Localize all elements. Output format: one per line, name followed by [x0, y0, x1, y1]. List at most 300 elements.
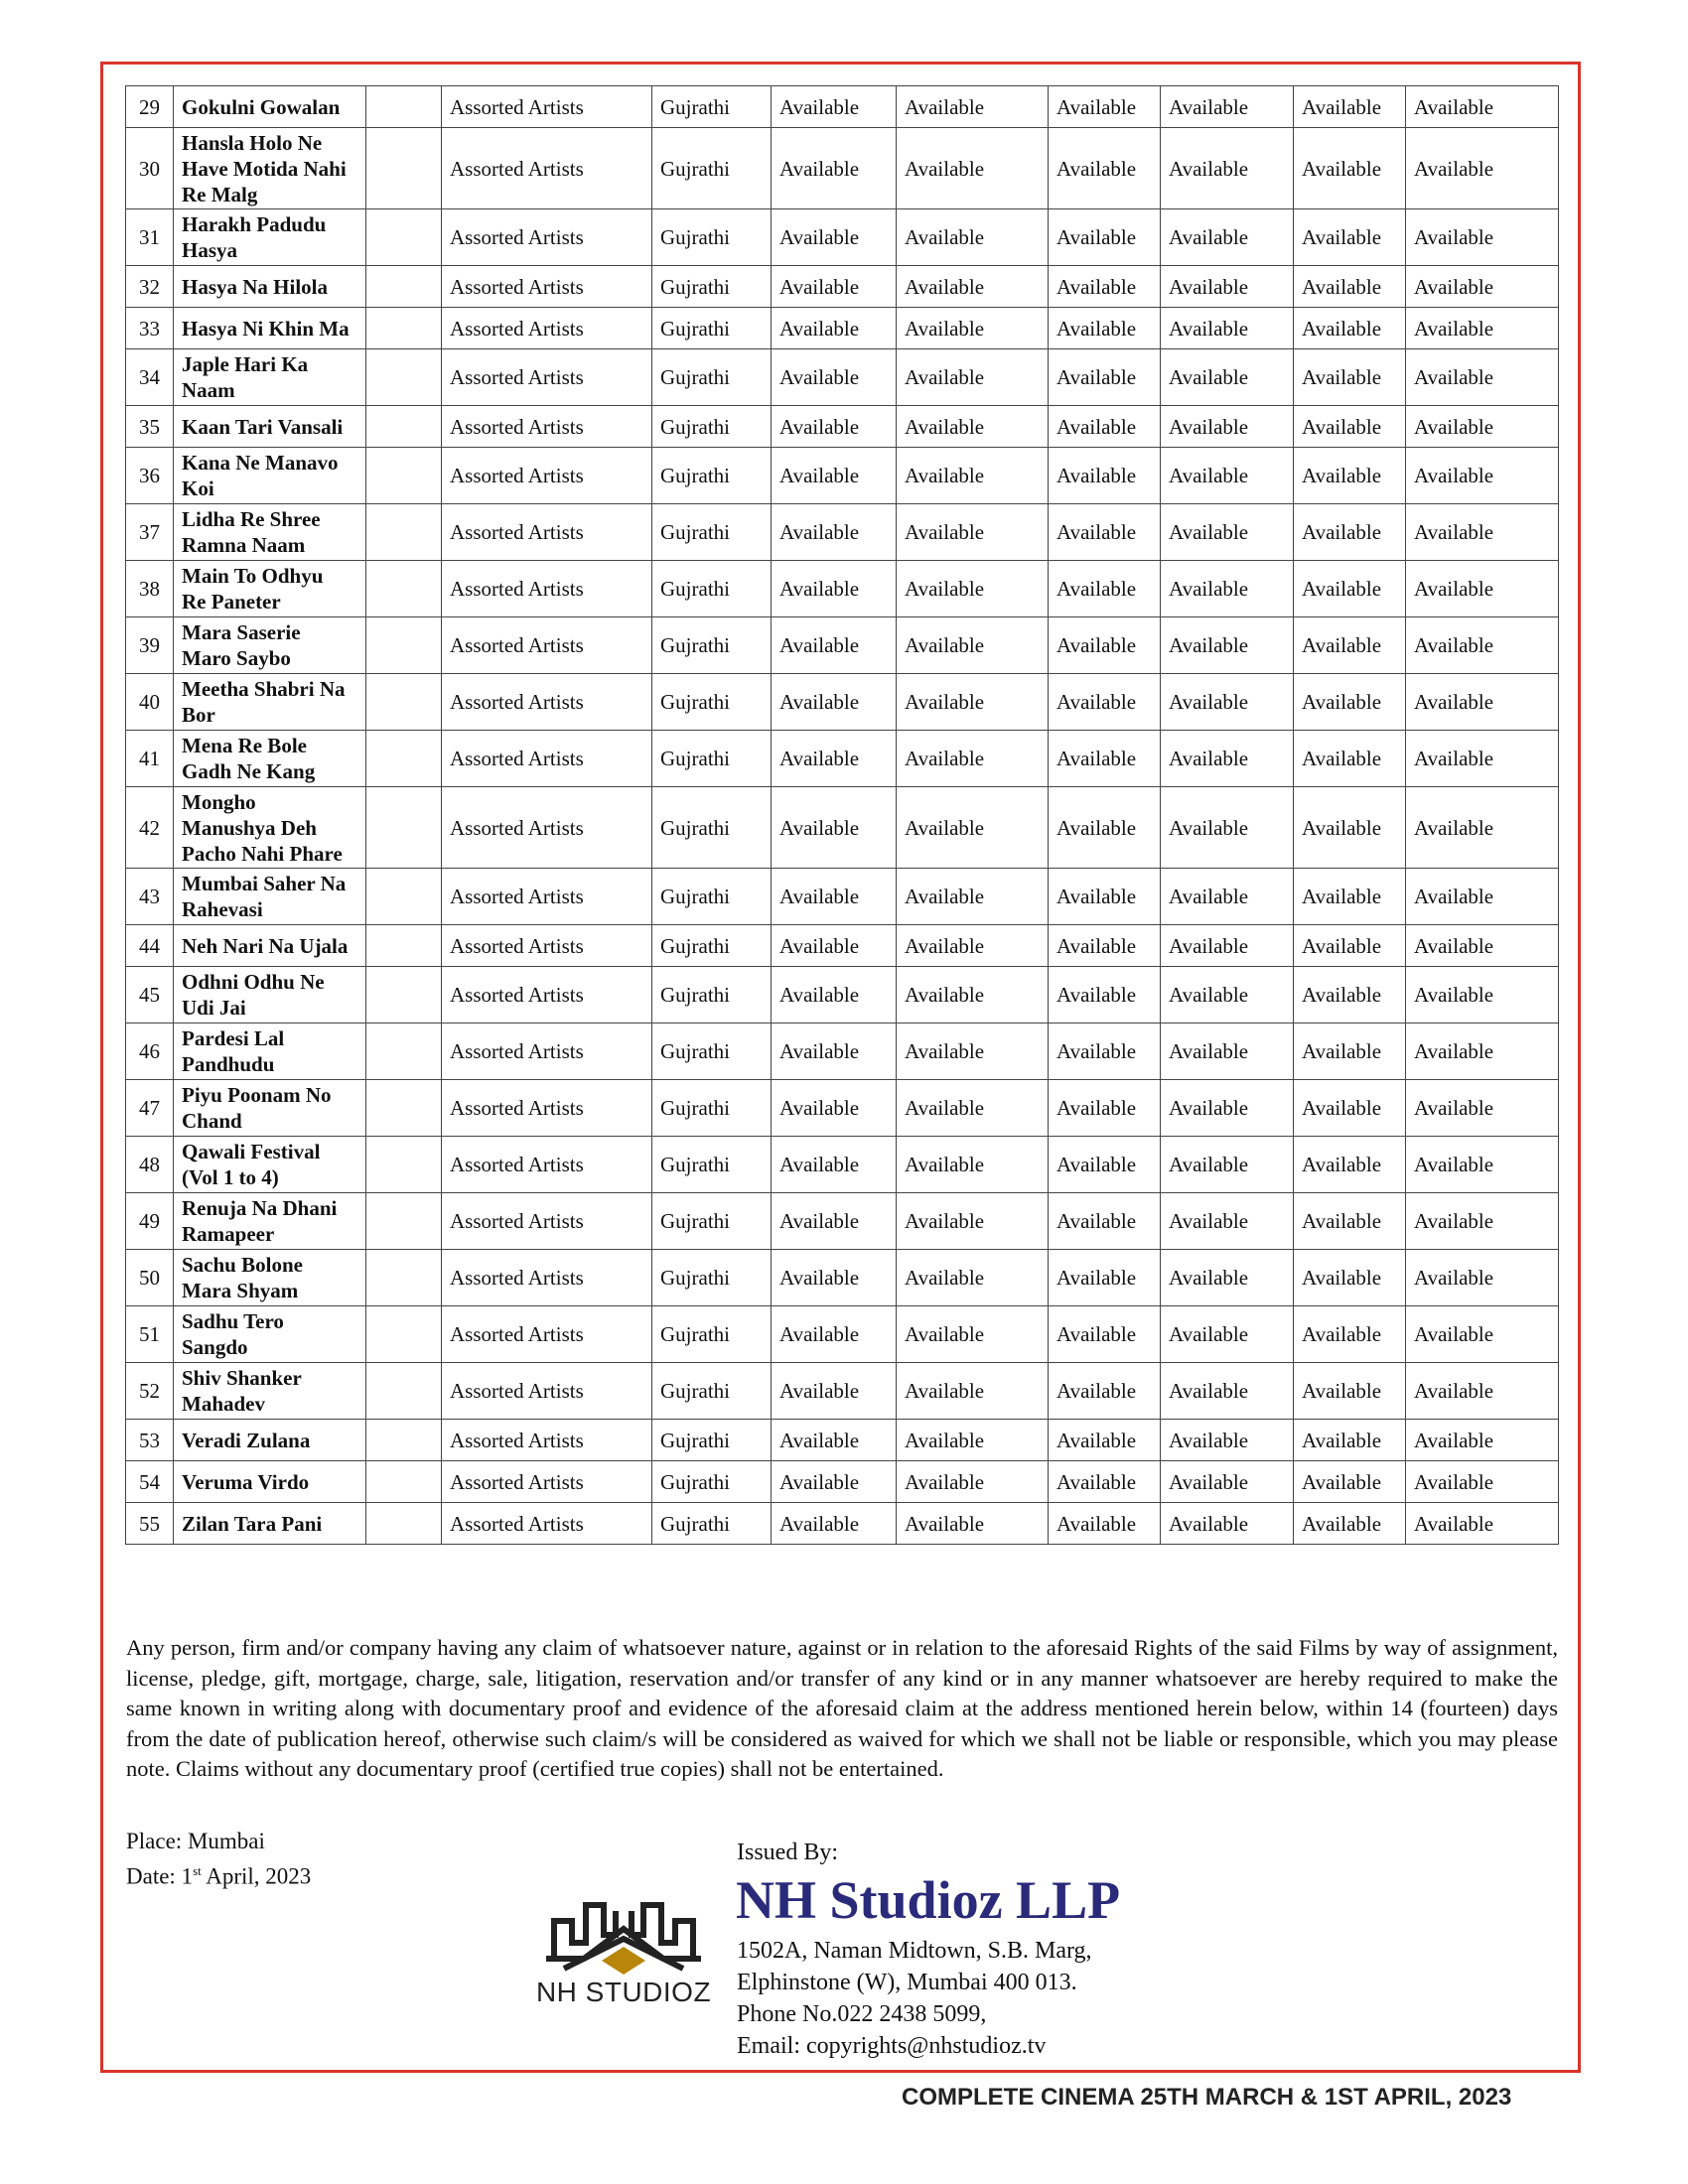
serial-number-cell: 40: [126, 674, 174, 731]
table-row: [126, 504, 1559, 561]
serial-number-cell: 42: [126, 787, 174, 869]
language-cell: Gujrathi: [652, 308, 772, 349]
artist-cell: Assorted Artists: [442, 869, 652, 925]
film-title-line: Sadhu Tero: [182, 1309, 284, 1333]
rights-availability-cell: Available: [1161, 1137, 1294, 1193]
film-title-cell: [174, 869, 366, 925]
rights-availability-cell: Available: [1049, 1024, 1161, 1080]
rights-availability-cell: Available: [1406, 787, 1559, 869]
serial-number-cell: 49: [126, 1193, 174, 1250]
film-title-line: Piyu Poonam No: [182, 1083, 332, 1107]
table-row: [126, 925, 1559, 967]
table-row: [126, 406, 1559, 448]
rights-availability-cell: Available: [772, 617, 897, 674]
film-title-line: Sangdo: [182, 1335, 248, 1359]
rights-availability-cell: Available: [1406, 209, 1559, 266]
artist-cell: Assorted Artists: [442, 561, 652, 617]
language-cell: Gujrathi: [652, 925, 772, 967]
rights-availability-cell: Available: [1049, 1306, 1161, 1363]
blank-cell: [366, 787, 442, 869]
rights-availability-cell: Available: [897, 674, 1049, 731]
rights-availability-cell: Available: [1294, 209, 1406, 266]
film-title-line: Ramna Naam: [182, 533, 306, 557]
serial-number-cell: 38: [126, 561, 174, 617]
artist-cell: Assorted Artists: [442, 967, 652, 1024]
film-title-line: Kana Ne Manavo: [182, 451, 339, 475]
language-cell: Gujrathi: [652, 561, 772, 617]
blank-cell: [366, 561, 442, 617]
table-row: [126, 349, 1559, 406]
artist-cell: Assorted Artists: [442, 128, 652, 209]
rights-availability-cell: Available: [1406, 617, 1559, 674]
rights-availability-cell: Available: [1049, 1461, 1161, 1503]
film-title-line: Sachu Bolone: [182, 1253, 303, 1277]
rights-availability-cell: Available: [897, 448, 1049, 504]
rights-availability-cell: Available: [1406, 1461, 1559, 1503]
rights-availability-cell: Available: [1161, 448, 1294, 504]
language-cell: Gujrathi: [652, 406, 772, 448]
rights-availability-cell: Available: [772, 308, 897, 349]
rights-availability-cell: Available: [772, 128, 897, 209]
film-title-line: Renuja Na Dhani: [182, 1196, 338, 1220]
rights-availability-cell: Available: [1294, 504, 1406, 561]
artist-cell: Assorted Artists: [442, 406, 652, 448]
rights-availability-cell: Available: [897, 266, 1049, 308]
email: Email: copyrights@nhstudioz.tv: [737, 2033, 1047, 2059]
film-title-line: Veruma Virdo: [182, 1469, 310, 1494]
rights-availability-cell: Available: [772, 406, 897, 448]
rights-availability-cell: Available: [772, 349, 897, 406]
rights-availability-cell: Available: [1406, 308, 1559, 349]
address-line: Elphinstone (W), Mumbai 400 013.: [737, 1970, 1077, 1995]
rights-availability-cell: Available: [897, 209, 1049, 266]
rights-availability-cell: Available: [1406, 406, 1559, 448]
table-row: [126, 1461, 1559, 1503]
film-title-line: Mara Saserie: [182, 620, 301, 644]
serial-number-cell: 34: [126, 349, 174, 406]
serial-number-cell: 46: [126, 1024, 174, 1080]
rights-availability-cell: Available: [897, 349, 1049, 406]
rights-availability-cell: Available: [1049, 731, 1161, 787]
serial-number-cell: 32: [126, 266, 174, 308]
film-title-cell: [174, 1024, 366, 1080]
rights-availability-cell: Available: [1294, 1306, 1406, 1363]
table-row: [126, 1503, 1559, 1545]
rights-availability-cell: Available: [772, 787, 897, 869]
rights-availability-cell: Available: [1161, 1306, 1294, 1363]
serial-number-cell: 47: [126, 1080, 174, 1137]
rights-availability-cell: Available: [1161, 1461, 1294, 1503]
language-cell: Gujrathi: [652, 869, 772, 925]
table-row: [126, 86, 1559, 128]
language-cell: Gujrathi: [652, 967, 772, 1024]
film-title-line: Pacho Nahi Phare: [182, 841, 343, 866]
artist-cell: Assorted Artists: [442, 1461, 652, 1503]
film-title-line: Rahevasi: [182, 897, 263, 921]
language-cell: Gujrathi: [652, 1024, 772, 1080]
rights-availability-cell: Available: [897, 128, 1049, 209]
blank-cell: [366, 266, 442, 308]
film-title-line: Pardesi Lal: [182, 1026, 285, 1050]
film-title-line: Qawali Festival: [182, 1140, 321, 1163]
table-row: [126, 209, 1559, 266]
rights-availability-cell: Available: [1406, 1080, 1559, 1137]
artist-cell: Assorted Artists: [442, 1080, 652, 1137]
rights-availability-cell: Available: [1049, 869, 1161, 925]
language-cell: Gujrathi: [652, 1363, 772, 1420]
serial-number-cell: 53: [126, 1420, 174, 1461]
artist-cell: Assorted Artists: [442, 1363, 652, 1420]
film-title-cell: [174, 617, 366, 674]
language-cell: Gujrathi: [652, 1080, 772, 1137]
film-title-cell: [174, 1461, 366, 1503]
serial-number-cell: 39: [126, 617, 174, 674]
rights-availability-cell: Available: [1049, 674, 1161, 731]
rights-availability-cell: Available: [772, 448, 897, 504]
rights-availability-cell: Available: [1049, 128, 1161, 209]
rights-availability-cell: Available: [1161, 1420, 1294, 1461]
blank-cell: [366, 406, 442, 448]
rights-availability-cell: Available: [1049, 1250, 1161, 1306]
rights-availability-cell: Available: [772, 1363, 897, 1420]
rights-availability-cell: Available: [772, 869, 897, 925]
rights-availability-cell: Available: [772, 1080, 897, 1137]
film-title-line: Gokulni Gowalan: [182, 94, 341, 119]
film-title-line: Have Motida Nahi: [182, 156, 347, 181]
language-cell: Gujrathi: [652, 674, 772, 731]
rights-availability-cell: Available: [897, 869, 1049, 925]
table-row: [126, 1306, 1559, 1363]
table-row: [126, 1080, 1559, 1137]
logo-diamond: [602, 1947, 645, 1975]
language-cell: Gujrathi: [652, 1250, 772, 1306]
serial-number-cell: 50: [126, 1250, 174, 1306]
address-line: 1502A, Naman Midtown, S.B. Marg,: [737, 1938, 1092, 1964]
place-date: [126, 1827, 311, 1892]
rights-availability-cell: Available: [1294, 1137, 1406, 1193]
rights-availability-cell: Available: [897, 308, 1049, 349]
blank-cell: [366, 1461, 442, 1503]
rights-availability-cell: Available: [1406, 731, 1559, 787]
film-title-line: Neh Nari Na Ujala: [182, 933, 349, 958]
film-title-cell: [174, 406, 366, 448]
table-row: [126, 869, 1559, 925]
rights-availability-cell: Available: [1049, 448, 1161, 504]
language-cell: Gujrathi: [652, 1306, 772, 1363]
serial-number-cell: 33: [126, 308, 174, 349]
blank-cell: [366, 504, 442, 561]
rights-availability-cell: Available: [897, 1024, 1049, 1080]
rights-availability-cell: Available: [1406, 1024, 1559, 1080]
film-title-line: Zilan Tara Pani: [182, 1511, 323, 1536]
artist-cell: Assorted Artists: [442, 1420, 652, 1461]
film-title-cell: [174, 128, 366, 209]
rights-availability-cell: Available: [1049, 349, 1161, 406]
film-title-line: Pandhudu: [182, 1052, 275, 1076]
rights-availability-cell: Available: [1161, 504, 1294, 561]
rights-availability-cell: Available: [772, 561, 897, 617]
rights-availability-cell: Available: [1406, 1503, 1559, 1545]
table-row: [126, 617, 1559, 674]
rights-availability-cell: Available: [772, 504, 897, 561]
rights-availability-cell: Available: [772, 1306, 897, 1363]
artist-cell: Assorted Artists: [442, 1193, 652, 1250]
rights-availability-cell: Available: [1161, 1250, 1294, 1306]
rights-availability-cell: Available: [1049, 1080, 1161, 1137]
artist-cell: Assorted Artists: [442, 209, 652, 266]
rights-availability-cell: Available: [1294, 925, 1406, 967]
film-title-line: Ramapeer: [182, 1222, 275, 1246]
artist-cell: Assorted Artists: [442, 674, 652, 731]
rights-availability-cell: Available: [1049, 209, 1161, 266]
language-cell: Gujrathi: [652, 1137, 772, 1193]
rights-availability-cell: Available: [1049, 925, 1161, 967]
rights-availability-cell: Available: [1161, 266, 1294, 308]
film-title-line: Re Malg: [182, 182, 258, 206]
blank-cell: [366, 674, 442, 731]
rights-availability-cell: Available: [772, 266, 897, 308]
blank-cell: [366, 1080, 442, 1137]
rights-availability-cell: Available: [1294, 1503, 1406, 1545]
film-title-line: Udi Jai: [182, 996, 246, 1020]
serial-number-cell: 54: [126, 1461, 174, 1503]
table-row: [126, 731, 1559, 787]
language-cell: Gujrathi: [652, 448, 772, 504]
artist-cell: Assorted Artists: [442, 349, 652, 406]
table-row: [126, 448, 1559, 504]
rights-availability-cell: Available: [1294, 1080, 1406, 1137]
serial-number-cell: 52: [126, 1363, 174, 1420]
rights-availability-cell: Available: [1049, 561, 1161, 617]
rights-availability-cell: Available: [1406, 86, 1559, 128]
rights-availability-cell: Available: [1049, 1503, 1161, 1545]
rights-availability-cell: Available: [1161, 561, 1294, 617]
rights-availability-cell: Available: [1294, 869, 1406, 925]
rights-availability-cell: Available: [1049, 1420, 1161, 1461]
rights-availability-cell: Available: [897, 1461, 1049, 1503]
artist-cell: Assorted Artists: [442, 617, 652, 674]
film-title-line: Mara Shyam: [182, 1279, 299, 1302]
rights-availability-cell: Available: [1049, 406, 1161, 448]
phone: Phone No.022 2438 5099,: [737, 2001, 987, 2027]
film-title-line: Chand: [182, 1109, 242, 1133]
film-title-line: Koi: [182, 477, 214, 500]
film-title-line: Harakh Padudu: [182, 212, 327, 236]
film-title-cell: [174, 787, 366, 869]
table-row: [126, 1363, 1559, 1420]
artist-cell: Assorted Artists: [442, 266, 652, 308]
film-title-cell: [174, 209, 366, 266]
rights-availability-cell: Available: [1161, 617, 1294, 674]
table-row: [126, 1137, 1559, 1193]
rights-availability-cell: Available: [897, 1306, 1049, 1363]
rights-availability-cell: Available: [1406, 925, 1559, 967]
film-title-line: Kaan Tari Vansali: [182, 414, 344, 439]
serial-number-cell: 44: [126, 925, 174, 967]
rights-availability-cell: Available: [1294, 674, 1406, 731]
rights-availability-cell: Available: [1406, 561, 1559, 617]
rights-availability-cell: Available: [1161, 209, 1294, 266]
film-title-line: Manushya Deh: [182, 815, 317, 840]
serial-number-cell: 29: [126, 86, 174, 128]
serial-number-cell: 41: [126, 731, 174, 787]
film-title-cell: [174, 925, 366, 967]
serial-number-cell: 45: [126, 967, 174, 1024]
film-title-line: Maro Saybo: [182, 646, 291, 670]
blank-cell: [366, 1137, 442, 1193]
blank-cell: [366, 967, 442, 1024]
table-row: [126, 967, 1559, 1024]
language-cell: Gujrathi: [652, 504, 772, 561]
blank-cell: [366, 731, 442, 787]
rights-availability-cell: Available: [897, 925, 1049, 967]
rights-availability-cell: Available: [1049, 1363, 1161, 1420]
film-title-line: Hasya Na Hilola: [182, 274, 329, 299]
rights-availability-cell: Available: [772, 1137, 897, 1193]
film-title-cell: [174, 674, 366, 731]
rights-availability-cell: Available: [1049, 1193, 1161, 1250]
artist-cell: Assorted Artists: [442, 448, 652, 504]
film-title-line: Hasya Ni Khin Ma: [182, 316, 350, 341]
rights-availability-cell: Available: [1406, 504, 1559, 561]
rights-availability-cell: Available: [1161, 869, 1294, 925]
rights-availability-cell: Available: [772, 925, 897, 967]
issued-by: Issued By:: [737, 1840, 838, 1865]
blank-cell: [366, 1503, 442, 1545]
date: Date: 1st April, 2023: [126, 1863, 312, 1889]
rights-availability-cell: Available: [772, 1503, 897, 1545]
claims-notice: Any person, firm and/or company having any claim of whatsoever nature, against or in relation to the aforesaid Rights of the said Films by way of assignment, license, pledge, gift, mortgage, charge, sale, litigation, reservation and/or transfer of any kind or in any manner whatsoever are hereby required to make the same known in writing along with documentary proof and evidence of the aforesaid claim at the address mentioned herein below, within 14 (fourteen) days from the date of publication hereof, otherwise such claim/s will be considered as waived for which we shall not be liable or responsible, which you may please note. Claims without any documentary proof (certified true copies) shall not be entertained.: [126, 1635, 1558, 1781]
film-title-line: Mahadev: [182, 1392, 265, 1416]
artist-cell: Assorted Artists: [442, 1306, 652, 1363]
film-title-cell: [174, 1080, 366, 1137]
rights-availability-cell: Available: [1161, 308, 1294, 349]
film-title-line: Lidha Re Shree: [182, 507, 321, 531]
serial-number-cell: 48: [126, 1137, 174, 1193]
language-cell: Gujrathi: [652, 731, 772, 787]
table-row: [126, 561, 1559, 617]
rights-availability-cell: Available: [897, 1250, 1049, 1306]
rights-availability-cell: Available: [897, 1080, 1049, 1137]
rights-availability-cell: Available: [897, 561, 1049, 617]
blank-cell: [366, 448, 442, 504]
film-title-cell: [174, 86, 366, 128]
blank-cell: [366, 1193, 442, 1250]
film-title-line: Japle Hari Ka: [182, 352, 309, 376]
rights-availability-cell: Available: [1049, 504, 1161, 561]
film-title-line: Hansla Holo Ne: [182, 130, 323, 155]
blank-cell: [366, 1363, 442, 1420]
film-title-line: Mena Re Bole: [182, 734, 307, 757]
rights-availability-cell: Available: [897, 1137, 1049, 1193]
artist-cell: Assorted Artists: [442, 308, 652, 349]
rights-availability-cell: Available: [1049, 86, 1161, 128]
artist-cell: Assorted Artists: [442, 1137, 652, 1193]
rights-availability-cell: Available: [897, 504, 1049, 561]
blank-cell: [366, 1250, 442, 1306]
artist-cell: Assorted Artists: [442, 787, 652, 869]
film-title-line: Odhni Odhu Ne: [182, 970, 325, 994]
serial-number-cell: 37: [126, 504, 174, 561]
language-cell: Gujrathi: [652, 128, 772, 209]
rights-availability-cell: Available: [772, 731, 897, 787]
blank-cell: [366, 128, 442, 209]
film-title-line: Mumbai Saher Na: [182, 872, 347, 895]
rights-availability-cell: Available: [1294, 1461, 1406, 1503]
rights-availability-cell: Available: [1294, 1024, 1406, 1080]
film-title-cell: [174, 448, 366, 504]
rights-availability-cell: Available: [1406, 266, 1559, 308]
language-cell: Gujrathi: [652, 209, 772, 266]
rights-availability-cell: Available: [1294, 617, 1406, 674]
film-title-cell: [174, 266, 366, 308]
artist-cell: Assorted Artists: [442, 731, 652, 787]
film-title-line: Gadh Ne Kang: [182, 759, 316, 783]
rights-availability-cell: Available: [897, 1420, 1049, 1461]
rights-availability-cell: Available: [897, 731, 1049, 787]
rights-availability-cell: Available: [1161, 787, 1294, 869]
rights-availability-cell: Available: [772, 209, 897, 266]
artist-cell: Assorted Artists: [442, 1024, 652, 1080]
rights-availability-cell: Available: [1161, 86, 1294, 128]
logo-text: NH STUDIOZ: [535, 1977, 712, 2007]
film-title-cell: [174, 1306, 366, 1363]
rights-availability-cell: Available: [1406, 1363, 1559, 1420]
rights-availability-cell: Available: [1406, 1193, 1559, 1250]
rights-availability-cell: Available: [1406, 1137, 1559, 1193]
logo-mark-icon: [524, 1881, 723, 1980]
film-title-cell: [174, 731, 366, 787]
film-title-cell: [174, 1250, 366, 1306]
rights-availability-cell: Available: [1161, 731, 1294, 787]
rights-availability-cell: Available: [1406, 349, 1559, 406]
rights-availability-cell: Available: [1294, 731, 1406, 787]
serial-number-cell: 36: [126, 448, 174, 504]
blank-cell: [366, 869, 442, 925]
rights-availability-cell: Available: [1049, 967, 1161, 1024]
rights-availability-cell: Available: [1294, 308, 1406, 349]
language-cell: Gujrathi: [652, 1193, 772, 1250]
rights-availability-cell: Available: [1049, 1137, 1161, 1193]
film-title-cell: [174, 349, 366, 406]
film-title-line: Bor: [182, 703, 215, 727]
company-address: [737, 1935, 1092, 2062]
rights-availability-cell: Available: [897, 617, 1049, 674]
rights-availability-cell: Available: [1294, 1250, 1406, 1306]
rights-availability-cell: Available: [1294, 1363, 1406, 1420]
table-row: [126, 128, 1559, 209]
film-title-cell: [174, 967, 366, 1024]
table-row: [126, 308, 1559, 349]
blank-cell: [366, 86, 442, 128]
film-title-line: Main To Odhyu: [182, 564, 324, 588]
rights-availability-cell: Available: [1294, 787, 1406, 869]
rights-availability-cell: Available: [1161, 128, 1294, 209]
rights-availability-cell: Available: [772, 1250, 897, 1306]
rights-availability-cell: Available: [1294, 561, 1406, 617]
rights-availability-cell: Available: [1161, 1193, 1294, 1250]
language-cell: Gujrathi: [652, 1420, 772, 1461]
rights-availability-cell: Available: [1294, 1193, 1406, 1250]
blank-cell: [366, 1024, 442, 1080]
table-row: [126, 1250, 1559, 1306]
rights-availability-cell: Available: [1294, 86, 1406, 128]
rights-availability-cell: Available: [1406, 869, 1559, 925]
artist-cell: Assorted Artists: [442, 86, 652, 128]
rights-availability-cell: Available: [772, 967, 897, 1024]
rights-availability-cell: Available: [1294, 967, 1406, 1024]
table-row: [126, 1420, 1559, 1461]
